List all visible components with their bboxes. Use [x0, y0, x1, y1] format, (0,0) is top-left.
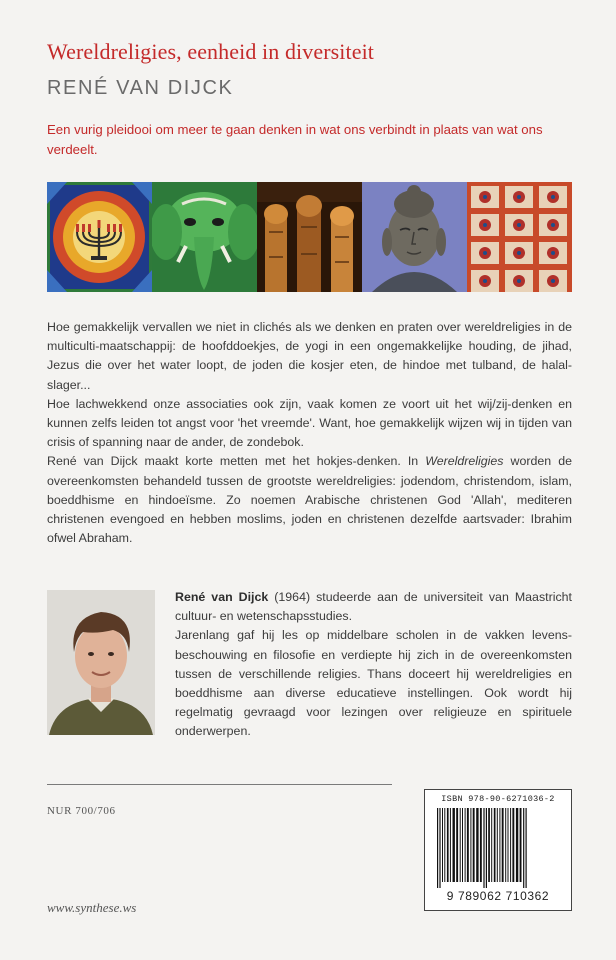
barcode-bar	[467, 808, 469, 882]
menorah-stained-glass-image	[47, 182, 152, 292]
barcode-bar	[483, 808, 484, 888]
barcode-bars	[435, 808, 561, 888]
buddha-statue-image	[362, 182, 467, 292]
barcode-bar	[450, 808, 451, 882]
barcode-bar	[442, 808, 443, 882]
barcode-bar	[523, 808, 524, 888]
barcode-bar	[520, 808, 522, 882]
bio-intro-text: (1964) studeerde aan de universiteit van Maastricht cultuur- en wetenschapsstudies.	[175, 590, 572, 624]
barcode-bar	[453, 808, 455, 882]
barcode-bar	[456, 808, 458, 882]
publisher-url: www.synthese.ws	[47, 900, 137, 915]
author-photo	[47, 590, 155, 735]
barcode-bar	[470, 808, 471, 882]
barcode-bar	[460, 808, 461, 882]
barcode-bar	[510, 808, 511, 882]
barcode-bar	[476, 808, 478, 882]
image-strip	[47, 182, 572, 292]
barcode-bar	[473, 808, 475, 882]
bio-author-name: René van Dijck	[175, 590, 269, 604]
ean-number: 9 789062 710362	[446, 889, 550, 903]
isbn-barcode	[424, 789, 572, 911]
barcode-bar	[447, 808, 449, 882]
barcode-bar	[502, 808, 504, 882]
book-title-italic: Wereldreligies	[425, 454, 504, 469]
ganesha-elephant-image	[152, 182, 257, 292]
barcode-bar	[516, 808, 518, 882]
barcode-bar	[486, 808, 487, 888]
barcode-bar	[526, 808, 527, 888]
book-title: Wereldreligies, eenheid in diversiteit	[47, 39, 375, 64]
divider-line	[47, 784, 392, 785]
barcode-bar	[491, 808, 492, 882]
bio-text: Jarenlang gaf hij les op middelbare scholen in de vakken levensbeschouwing en filosofie en verdiepte hij zich in de overeenkomsten tussen de verschillende religies. Thans doceert hij wereldreligies en boeddhisme aan diverse educatieve instellingen. Ook wordt hij regelmatig gevraagd voor lezingen over religieuze en spirituele onderwerpen.	[175, 628, 572, 739]
barcode-bar	[497, 808, 498, 882]
description-paragraph-3	[47, 452, 572, 548]
barcode-bar	[439, 808, 440, 888]
nur-code: NUR 700/706	[47, 805, 116, 817]
bio-intro	[175, 588, 572, 626]
tagline: Een vurig pleidooi om meer te gaan denken in wat ons verbindt in plaats van wat ons verdeelt.	[47, 122, 543, 157]
barcode-bar	[488, 808, 490, 882]
wooden-figures-image	[257, 182, 362, 292]
barcode-bar	[437, 808, 438, 888]
paragraph-3-start: René van Dijck maakt korte metten met het hokjes-denken. In	[47, 454, 426, 469]
barcode-bar	[462, 808, 463, 882]
carpet-pattern-image	[467, 182, 572, 292]
author-name-heading: RENÉ VAN DIJCK	[47, 77, 234, 99]
barcode-bar	[480, 808, 482, 882]
paragraph-3-rest: worden de overeenkomsten behandeld tussen de grootste wereldreligies: jodendom, christendom, islam, boeddhisme en hindoeïsme. Zo noemen Arabische christenen God 'Allah', mediteren christenen evengoed en hebben moslims, joden en christenen dezelfde aartsvader: Ibrahim ofwel Abraham.	[47, 454, 572, 546]
barcode-bar	[499, 808, 500, 882]
barcode-bar	[465, 808, 466, 882]
description-paragraph-1: Hoe gemakkelijk vervallen we niet in clichés als we denken en praten over wereldreligies in de multiculti-maatschappij: de hoofddoekjes, de yogi in een ongemakkelijke houding, de jihad, Jezus die over het water loopt, de joden die kosjer eten, de hindoe met tulband, de halal-slager...	[47, 320, 572, 392]
isbn-number: ISBN 978-90-6271036-2	[441, 794, 555, 804]
description-paragraph-2: Hoe lachwekkend onze associaties ook zijn, vaak komen ze voort uit het wij/zij-denken en kunnen zelfs leiden tot angst voor 'het vreemde'. Want, hoe gemakkelijk wijzen wij in tijden van crisis of spanning naar de ander, de zondebok.	[47, 396, 572, 450]
barcode-bar	[444, 808, 445, 882]
barcode-bar	[494, 808, 496, 882]
barcode-bar	[512, 808, 514, 882]
back-cover-description	[47, 318, 572, 548]
barcode-bar	[508, 808, 509, 882]
author-bio	[175, 588, 572, 742]
barcode-bar	[505, 808, 506, 882]
